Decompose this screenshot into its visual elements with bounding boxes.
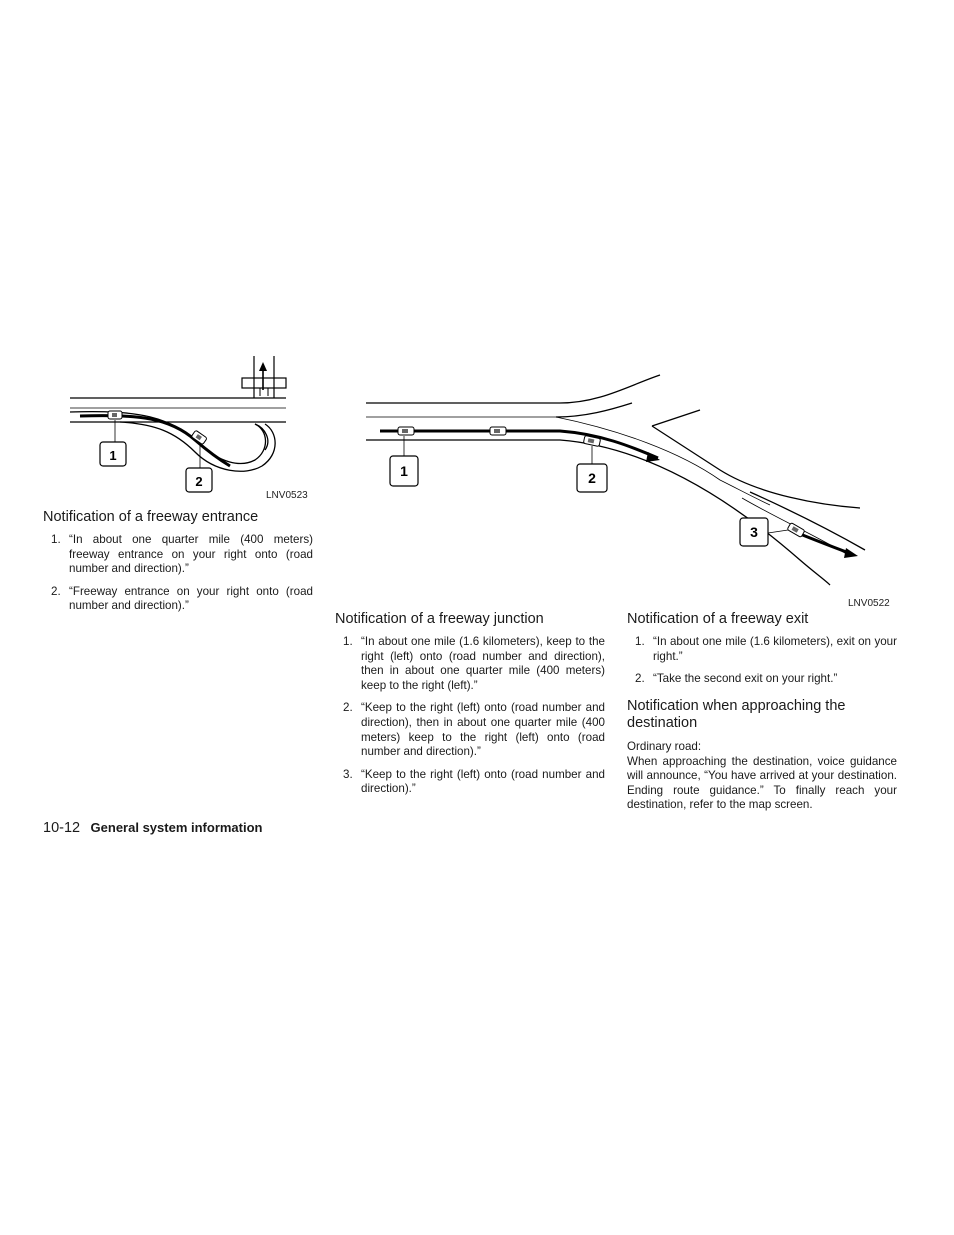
section-title: General system information <box>90 820 263 835</box>
svg-text:2: 2 <box>588 470 596 486</box>
page-number: 10-12 <box>43 820 81 836</box>
callout-1 <box>390 456 418 486</box>
list-item: 1. “In about one mile (1.6 kilometers), keep to the right (left) onto (road number and direction), then in about one quarter mile (400 meters) keep to the right (left).” <box>343 635 605 692</box>
junction-section <box>335 611 605 805</box>
car-icon <box>787 523 805 538</box>
section-heading: Notification of a freeway entrance <box>43 509 259 525</box>
instruction-list <box>627 635 897 687</box>
road-type-label: Ordinary road: <box>627 740 702 753</box>
svg-text:1: 1 <box>109 448 117 463</box>
destination-section <box>627 698 897 813</box>
callout-3 <box>740 518 768 546</box>
exit-section <box>627 611 897 695</box>
overpass-road <box>242 356 286 398</box>
freeway-junction-figure <box>360 370 900 600</box>
list-item: 1. “In about one mile (1.6 kilometers), exit on your right.” <box>635 635 897 663</box>
list-item: 2. “Freeway entrance on your right onto (road number and direction).” <box>51 584 313 613</box>
section-heading: Notification of a freeway junction <box>335 611 544 627</box>
callout-1 <box>100 442 126 466</box>
freeway-lanes <box>366 375 865 585</box>
callout-2 <box>577 464 607 492</box>
car-icon <box>108 411 122 419</box>
destination-paragraph: When approaching the destination, voice guidance will announce, “You have arrived at your destination. Ending route guidance.” To finally reach your destination, refer to the map screen. <box>627 754 897 812</box>
instruction-list <box>335 635 605 797</box>
svg-text:2: 2 <box>195 474 203 489</box>
figure-id: LNV0522 <box>848 598 890 609</box>
list-item: 3. “Keep to the right (left) onto (road number and direction).” <box>343 767 605 796</box>
route-line <box>380 431 658 458</box>
instruction-list <box>43 533 313 614</box>
page-footer <box>43 819 263 837</box>
car-icon <box>490 427 506 435</box>
list-item: 2. “Keep to the right (left) onto (road number and direction), then in about one quarter mile (400 meters) keep to the right (left) onto (road number and direction).” <box>343 701 605 759</box>
car-icon <box>191 430 207 445</box>
entrance-section <box>43 509 313 622</box>
section-heading: Notification of a freeway exit <box>627 611 809 627</box>
section-heading: Notification when approaching the destination <box>627 698 846 731</box>
list-item: 1. “In about one quarter mile (400 meters) freeway entrance on your right onto (road number and direction).” <box>51 533 313 576</box>
freeway-entrance-figure <box>60 350 310 500</box>
svg-text:3: 3 <box>750 524 758 540</box>
callout-2 <box>186 468 212 492</box>
freeway-lanes <box>70 398 286 422</box>
figure-id: LNV0523 <box>266 490 308 501</box>
car-icon <box>398 427 414 435</box>
list-item: 2. “Take the second exit on your right.” <box>635 672 838 686</box>
svg-text:1: 1 <box>400 463 408 479</box>
